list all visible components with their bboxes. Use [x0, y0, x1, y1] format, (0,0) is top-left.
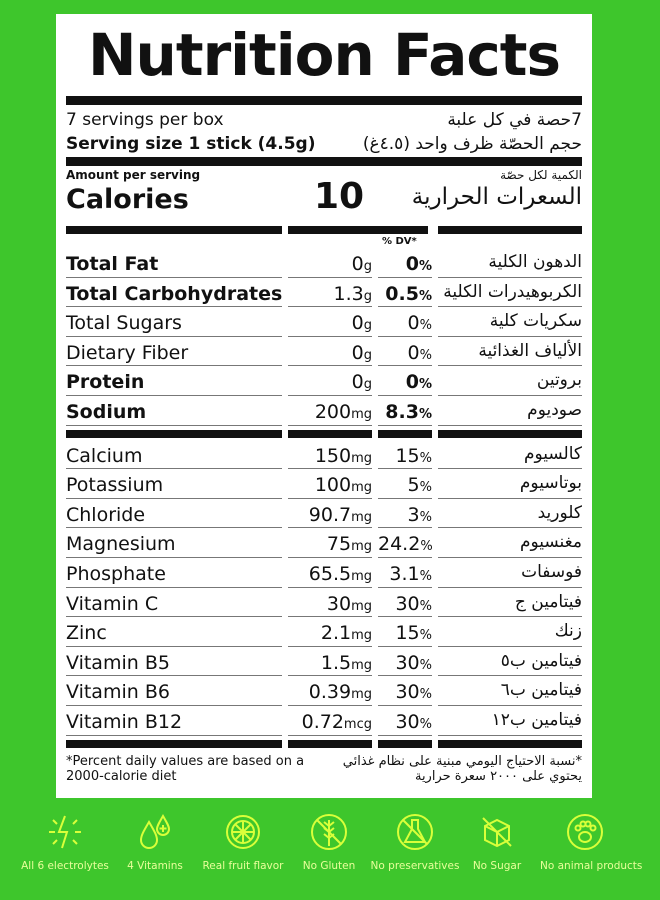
servings-per-box-ar: 7حصة في كل علبة: [447, 110, 582, 130]
vitamins-drops-icon: [133, 812, 177, 852]
column-divider: [66, 226, 582, 234]
nutrient-name: Phosphate: [66, 562, 166, 585]
nutrient-amount: 0g: [351, 371, 372, 394]
nutrient-amount: 0g: [351, 312, 372, 335]
nutrient-amount: 1.5mg: [320, 651, 372, 674]
serving-size: [66, 131, 582, 157]
badge-preservatives: No preservatives: [370, 812, 460, 872]
servings-per-box-en: 7 servings per box: [66, 110, 224, 130]
footnote-en: *Percent daily values are based on a 2000-calorie diet: [66, 753, 305, 784]
nutrient-dv: 15%: [395, 622, 432, 645]
nutrient-dv: 8.3%: [385, 400, 432, 423]
table-row: [66, 278, 582, 308]
nutrient-name: Vitamin B6: [66, 681, 170, 704]
table-row: [66, 307, 582, 337]
calories-label: Calories: [66, 184, 189, 215]
nutrient-name-ar: مغنسيوم: [519, 532, 582, 553]
calories-block: [66, 166, 582, 226]
servings-per-box: [66, 109, 582, 131]
nutrient-name: Vitamin B5: [66, 651, 170, 674]
badge-animal: No animal products: [540, 812, 630, 872]
serving-size-ar: حجم الحصّة ظرف واحد (٤.٥غ): [362, 134, 582, 154]
footnote: [66, 748, 582, 792]
nutrient-dv: 15%: [395, 444, 432, 467]
nutrient-amount: 200mg: [314, 400, 372, 423]
serving-size-en: Serving size 1 stick (4.5g): [66, 134, 316, 154]
nutrient-name-ar: صوديوم: [527, 399, 582, 420]
nutrient-name-ar: فيتامين ب١٢: [491, 709, 582, 730]
table-row: [66, 337, 582, 367]
nutrient-name: Chloride: [66, 503, 146, 526]
nutrient-dv: 0%: [405, 253, 432, 275]
nutrient-name-ar: فوسفات: [521, 561, 582, 582]
nutrient-amount: 100mg: [314, 474, 372, 497]
divider: [66, 96, 582, 105]
footnote-ar: *نسبة الاحتياج اليومي مبنية على نظام غذائي يحتوي على ٢٠٠٠ سعرة حرارية: [342, 753, 582, 784]
divider: [66, 157, 582, 166]
table-row: [66, 558, 582, 588]
nutrient-dv: 0%: [405, 371, 432, 394]
nutrient-amount: 30mg: [326, 592, 372, 615]
nutrient-name: Calcium: [66, 444, 143, 467]
nutrient-name-ar: الدهون الكلية: [488, 252, 582, 272]
nutrient-amount: 150mg: [314, 444, 372, 467]
badge-strip: [0, 800, 660, 900]
flask-icon: [393, 812, 437, 852]
nutrient-dv: 0.5%: [385, 282, 432, 305]
nutrient-dv: 30%: [395, 651, 432, 674]
nutrient-amount: 1.3g: [333, 282, 372, 305]
nutrient-name: Vitamin C: [66, 592, 159, 615]
citrus-slice-icon: [221, 812, 265, 852]
nutrient-name-ar: فيتامين ب٥: [500, 650, 582, 671]
nutrient-dv: 30%: [395, 592, 432, 615]
nutrient-name-ar: كالسيوم: [523, 443, 582, 464]
table-row: [66, 676, 582, 706]
nutrient-dv: 0%: [407, 341, 432, 364]
table-row: [66, 588, 582, 618]
table-row: [66, 440, 582, 470]
nutrient-name-ar: بوتاسيوم: [519, 473, 582, 494]
badge-fruit: Real fruit flavor: [198, 812, 288, 872]
paw-icon: [563, 812, 607, 852]
nutrient-dv: 30%: [395, 681, 432, 704]
badge-sugar: No Sugar: [452, 812, 542, 872]
table-row: [66, 528, 582, 558]
nutrient-name: Vitamin B12: [66, 710, 183, 733]
nutrient-amount: 65.5mg: [308, 562, 372, 585]
nutrient-amount: 0.72mcg: [301, 710, 372, 733]
nutrient-name-ar: زنك: [554, 621, 582, 642]
nutrient-dv: 24.2%: [378, 533, 433, 556]
badge-electrolytes: All 6 electrolytes: [20, 812, 110, 872]
table-row: [66, 499, 582, 529]
nutrient-amount: 90.7mg: [308, 503, 372, 526]
mineral-table: [66, 440, 582, 736]
nutrient-dv: 30%: [395, 710, 432, 733]
nutrient-name: Total Fat: [66, 253, 159, 275]
badge-gluten: No Gluten: [284, 812, 374, 872]
nutrient-name: Zinc: [66, 622, 107, 645]
nutrient-name-ar: الألياف الغذائية: [478, 340, 582, 361]
column-divider: [66, 430, 582, 438]
nutrient-name-ar: كلوريد: [537, 502, 582, 523]
calories-value: 10: [314, 176, 365, 217]
dv-header: % DV*: [382, 236, 417, 247]
nutrient-dv: 3%: [407, 503, 432, 526]
table-row: [66, 617, 582, 647]
nutrient-name: Dietary Fiber: [66, 341, 189, 364]
table-row: [66, 647, 582, 677]
sugar-cube-icon: [475, 812, 519, 852]
nutrient-amount: 2.1mg: [320, 622, 372, 645]
nutrient-name: Potassium: [66, 474, 164, 497]
calories-label-ar: السعرات الحرارية: [411, 184, 582, 210]
nutrient-name-ar: بروتين: [536, 370, 582, 391]
nutrient-table: [66, 248, 582, 426]
nutrient-dv: 0%: [407, 312, 432, 335]
nutrient-name-ar: سكريات كلية: [489, 311, 582, 332]
amount-per-serving-ar: الكمية لكل حصّة: [500, 168, 582, 182]
nutrient-amount: 75mg: [326, 533, 372, 556]
badge-vitamins: 4 Vitamins: [110, 812, 200, 872]
nutrient-name: Total Carbohydrates: [66, 282, 283, 305]
electrolytes-icon: [43, 812, 87, 852]
page-title: Nutrition Facts: [88, 21, 560, 89]
nutrient-name: Magnesium: [66, 533, 176, 556]
nutrient-name-ar: الكربوهيدرات الكلية: [443, 281, 582, 302]
nutrient-amount: 0.39mg: [308, 681, 372, 704]
table-row: [66, 366, 582, 396]
amount-per-serving: Amount per serving: [66, 168, 201, 182]
table-row: [66, 469, 582, 499]
nutrient-name: Total Sugars: [66, 312, 182, 335]
nutrient-name: Protein: [66, 371, 145, 394]
table-row: [66, 248, 582, 278]
nutrient-dv: 5%: [407, 474, 432, 497]
nutrient-amount: 0g: [351, 253, 372, 275]
table-row: [66, 396, 582, 426]
nutrition-label: [56, 14, 592, 798]
table-row: [66, 706, 582, 736]
nutrient-name-ar: فيتامين ج: [514, 591, 582, 612]
nutrient-dv: 3.1%: [389, 562, 432, 585]
wheat-crossed-icon: [307, 812, 351, 852]
nutrient-name-ar: فيتامين ب٦: [500, 680, 582, 701]
nutrient-amount: 0g: [351, 341, 372, 364]
column-divider: [66, 740, 582, 748]
nutrient-name: Sodium: [66, 400, 147, 423]
